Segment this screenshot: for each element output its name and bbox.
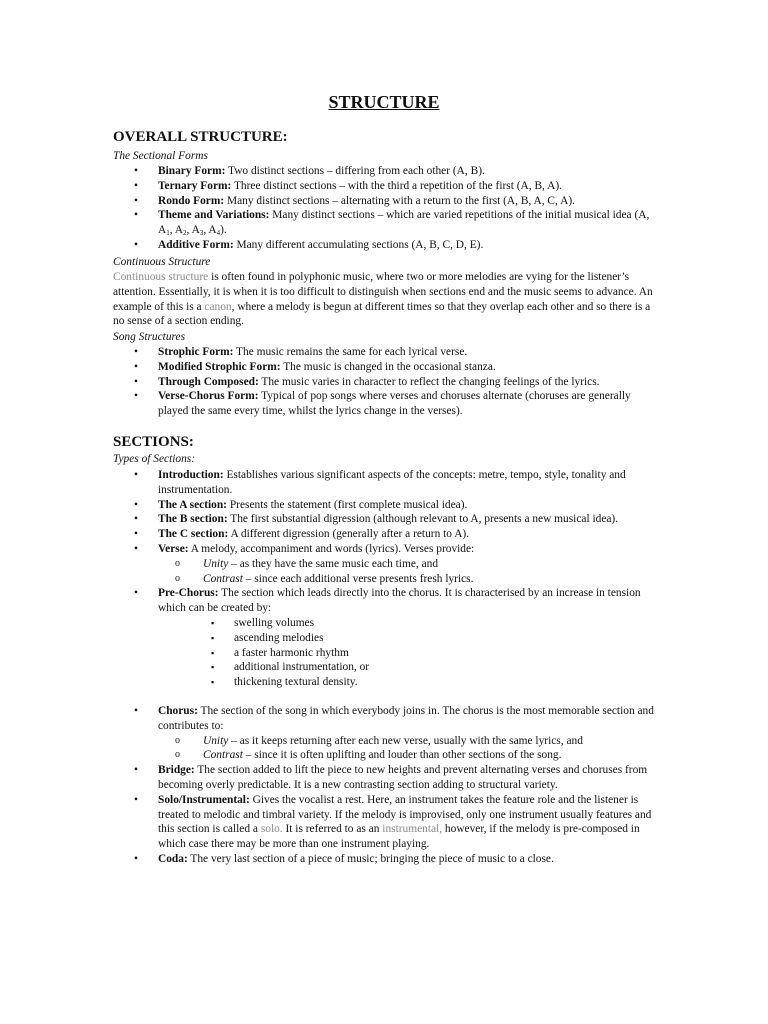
list-item: • Verse: A melody, accompaniment and words (lyrics). Verses provide: o Unity – as they have the same music each time, and o Contrast – since each additional verse presents fresh lyrics. (113, 542, 663, 586)
list-item: • Introduction: Establishes various significant aspects of the concepts: metre, tempo, style, tonality and instrumentation. (134, 469, 626, 496)
circle-bullet-icon: o (175, 749, 180, 761)
sectional-forms-heading: The Sectional Forms (113, 150, 208, 162)
continuous-structure-term: Continuous structure (113, 271, 209, 283)
bullet-icon: • (134, 238, 138, 251)
sublist-item: ▪ additional instrumentation, or (211, 661, 370, 674)
list-item: • Theme and Variations: Many distinct sections – which are varied repetitions of the initial musical idea (A, $A_1$, $A_2$, $A_3$, $A_4$). (134, 209, 650, 238)
bullet-icon: • (134, 852, 138, 865)
list-item: • Binary Form: Two distinct sections – differing from each other (A, B). (134, 165, 485, 177)
pre-chorus-sublist (158, 616, 663, 690)
overall-structure-heading: OVERALL STRUCTURE: (113, 129, 288, 145)
sublist-item: ▪ thickening textural density. (211, 676, 358, 689)
list-item: • Chorus: The section of the song in which everybody joins in. The chorus is the most memorable section and contributes to: o Unity – as it keeps returning after each new verse, usually with the same lyrics, and o Contrast – since it is often uplifting and louder than other sections of the song. (113, 704, 663, 763)
verse-sublist (158, 557, 663, 587)
bullet-icon: • (134, 542, 138, 555)
bullet-icon: • (134, 587, 138, 600)
sublist-item: ▪ ascending melodies (211, 631, 324, 644)
sublist-item: o Unity – as it keeps returning after each new verse, usually with the same lyrics, and (175, 734, 583, 747)
bullet-icon: • (134, 498, 138, 511)
solo-term: solo. (260, 823, 283, 836)
bullet-icon: • (134, 528, 138, 541)
page-title: STRUCTURE (328, 92, 440, 112)
bullet-icon: • (134, 375, 138, 388)
list-item: • Additive Form: Many different accumulating sections (A, B, C, D, E). (134, 238, 484, 251)
list-item: • Through Composed: The music varies in character to reflect the changing feelings of the lyrics. (134, 375, 600, 388)
bullet-icon: • (134, 360, 138, 373)
types-of-sections-heading: Types of Sections: (113, 453, 196, 465)
bullet-icon: • (134, 704, 138, 717)
square-bullet-icon: ▪ (211, 617, 215, 628)
square-bullet-icon: ▪ (211, 677, 215, 688)
circle-bullet-icon: o (175, 734, 180, 746)
sublist-item: ▪ swelling volumes (211, 616, 315, 629)
bullet-icon: • (134, 513, 138, 526)
list-item: • Rondo Form: Many distinct sections – alternating with a return to the first (A, B, A, C, A). (134, 194, 575, 207)
list-item: • Coda: The very last section of a piece of music; bringing the piece of music to a close. (134, 852, 554, 865)
square-bullet-icon: ▪ (211, 632, 215, 643)
sublist-item: ▪ a faster harmonic rhythm (211, 646, 349, 659)
sublist-item: o Unity – as they have the same music each time, and (175, 557, 439, 570)
sections-heading: SECTIONS: (113, 434, 194, 450)
bullet-icon: • (134, 165, 138, 177)
list-item: • Modified Strophic Form: The music is changed in the occasional stanza. (134, 360, 496, 373)
canon-term: canon (204, 300, 232, 313)
song-structures-list (113, 345, 663, 419)
sublist-item: o Contrast – since each additional verse presents fresh lyrics. (175, 572, 474, 585)
circle-bullet-icon: o (175, 557, 180, 569)
bullet-icon: • (134, 390, 138, 403)
bullet-icon: • (134, 793, 138, 806)
list-item: • Solo/Instrumental: Gives the vocalist a rest. Here, an instrument takes the feature role and the listener is treated to melodic and timbral variety. If the melody is improvised, only one instrument usually features and this section is called a solo. It is referred to as an instrumental, however, if the melody is pre-composed in which case there may be more than one instrument playing. (134, 793, 652, 851)
square-bullet-icon: ▪ (211, 662, 215, 673)
bullet-icon: • (134, 764, 138, 777)
chorus-sublist (158, 734, 663, 764)
sections-list (113, 468, 663, 867)
sublist-item: o Contrast – since it is often uplifting and louder than other sections of the song. (175, 749, 562, 762)
bullet-icon: • (134, 179, 138, 192)
circle-bullet-icon: o (175, 572, 180, 584)
instrumental-term: instrumental, (382, 823, 443, 836)
list-item: • The A section: Presents the statement (first complete musical idea). (134, 498, 468, 511)
list-item: • The B section: The first substantial digression (although relevant to A, presents a new musical idea). (134, 513, 619, 526)
sectional-forms-list (113, 164, 663, 253)
bullet-icon: • (134, 209, 138, 222)
song-structures-heading: Song Structures (113, 331, 186, 343)
square-bullet-icon: ▪ (211, 647, 215, 658)
list-item: • The C section: A different digression (generally after a return to A). (134, 528, 470, 541)
list-item: • Strophic Form: The music remains the same for each lyrical verse. (134, 346, 468, 358)
list-item: • Bridge: The section added to lift the piece to new heights and prevent alternating verses and choruses from becoming overly predictable. It is a new contrasting section adding to structural variety. (134, 764, 648, 791)
list-item: • Pre-Chorus: The section which leads directly into the chorus. It is characterised by an increase in tension which can be created by: ▪ swelling volumes ▪ ascending melodies ▪ a faster harmonic rhythm ▪ additional instrumentation, or ▪ thickening textural density. (113, 586, 663, 704)
continuous-structure-heading: Continuous Structure (113, 256, 211, 268)
list-item: • Verse-Chorus Form: Typical of pop songs where verses and choruses alternate (choruses are generally played the same every time, whilst the lyrics change in the verses). (134, 390, 631, 418)
bullet-icon: • (134, 469, 138, 481)
bullet-icon: • (134, 194, 138, 207)
bullet-icon: • (134, 346, 138, 358)
list-item: • Ternary Form: Three distinct sections – with the third a repetition of the first (A, B, A). (134, 179, 562, 192)
continuous-structure-paragraph: Continuous structure is often found in polyphonic music, where two or more melodies are vying for the listener’s attention. Essentially, it is when it is too difficult to distinguish when sections end and the music seems to advance. An example of this is a canon, where a melody is begun at different times so that they overlap each other and so there is a no sense of a section ending. (113, 271, 653, 328)
